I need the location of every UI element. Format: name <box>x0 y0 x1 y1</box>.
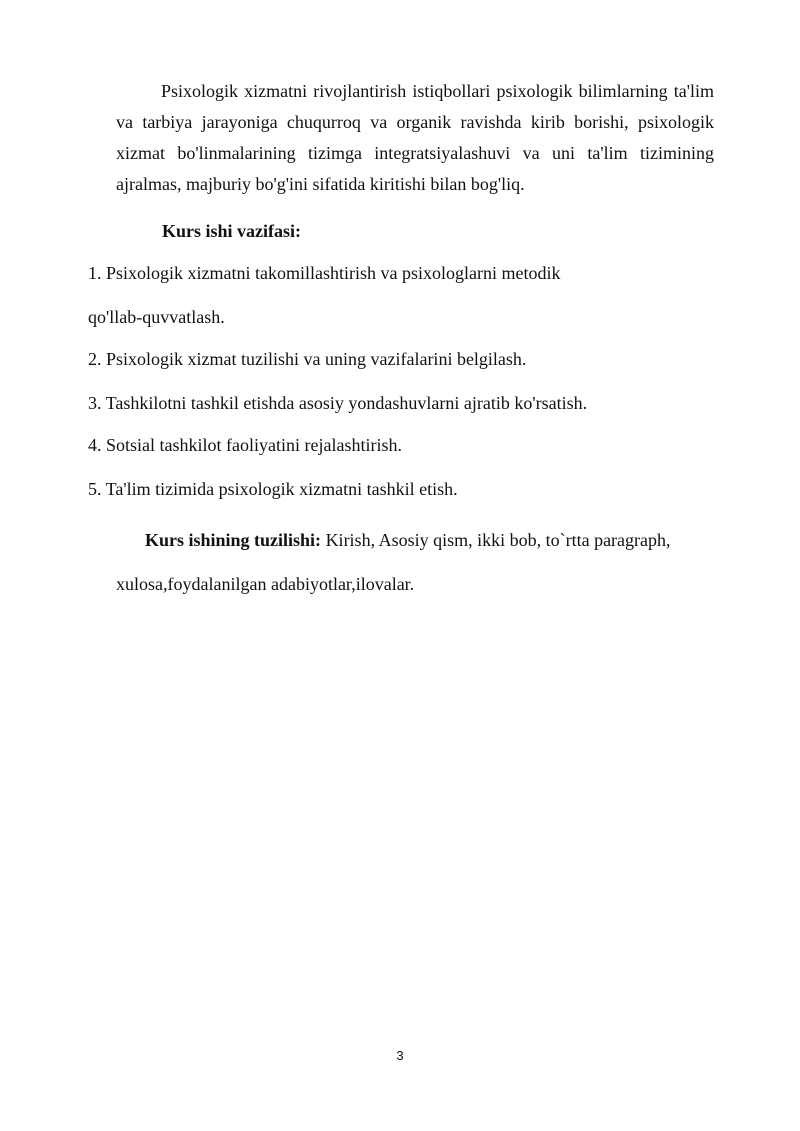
task-item-5: 5. Ta'lim tizimida psixologik xizmatni tashkil etish. <box>88 479 458 499</box>
page-number: 3 <box>396 1048 404 1063</box>
intro-paragraph: Psixologik xizmatni rivojlantirish istiqbollari psixologik bilimlarning ta'lim va tarbiya jarayoniga chuqurroq va organik ravishda kirib borishi, psixologik xizmat bo'linmalarining tizimga integratsiyalashuvi va uni ta'lim tizimining ajralmas, majburiy bo'g'ini sifatida kiritishi bilan bog'liq. <box>116 81 714 194</box>
task-item-1: 1. Psixologik xizmatni takomillashtirish va psixologlarni metodik <box>88 263 561 283</box>
structure-paragraph <box>116 518 716 606</box>
task-item-1-continuation: qo'llab-quvvatlash. <box>88 307 225 327</box>
task-item-2: 2. Psixologik xizmat tuzilishi va uning vazifalarini belgilash. <box>88 349 527 369</box>
structure-text: Kirish, Asosiy qism, ikki bob, to`rtta paragraph, xulosa,foydalanilgan adabiyotlar,ilovalar. <box>116 530 671 594</box>
structure-label: Kurs ishining tuzilishi: <box>145 530 322 550</box>
tasks-heading: Kurs ishi vazifasi: <box>162 221 302 241</box>
task-item-3: 3. Tashkilotni tashkil etishda asosiy yondashuvlarni ajratib ko'rsatish. <box>88 393 588 413</box>
task-item-4: 4. Sotsial tashkilot faoliyatini rejalashtirish. <box>88 435 402 455</box>
